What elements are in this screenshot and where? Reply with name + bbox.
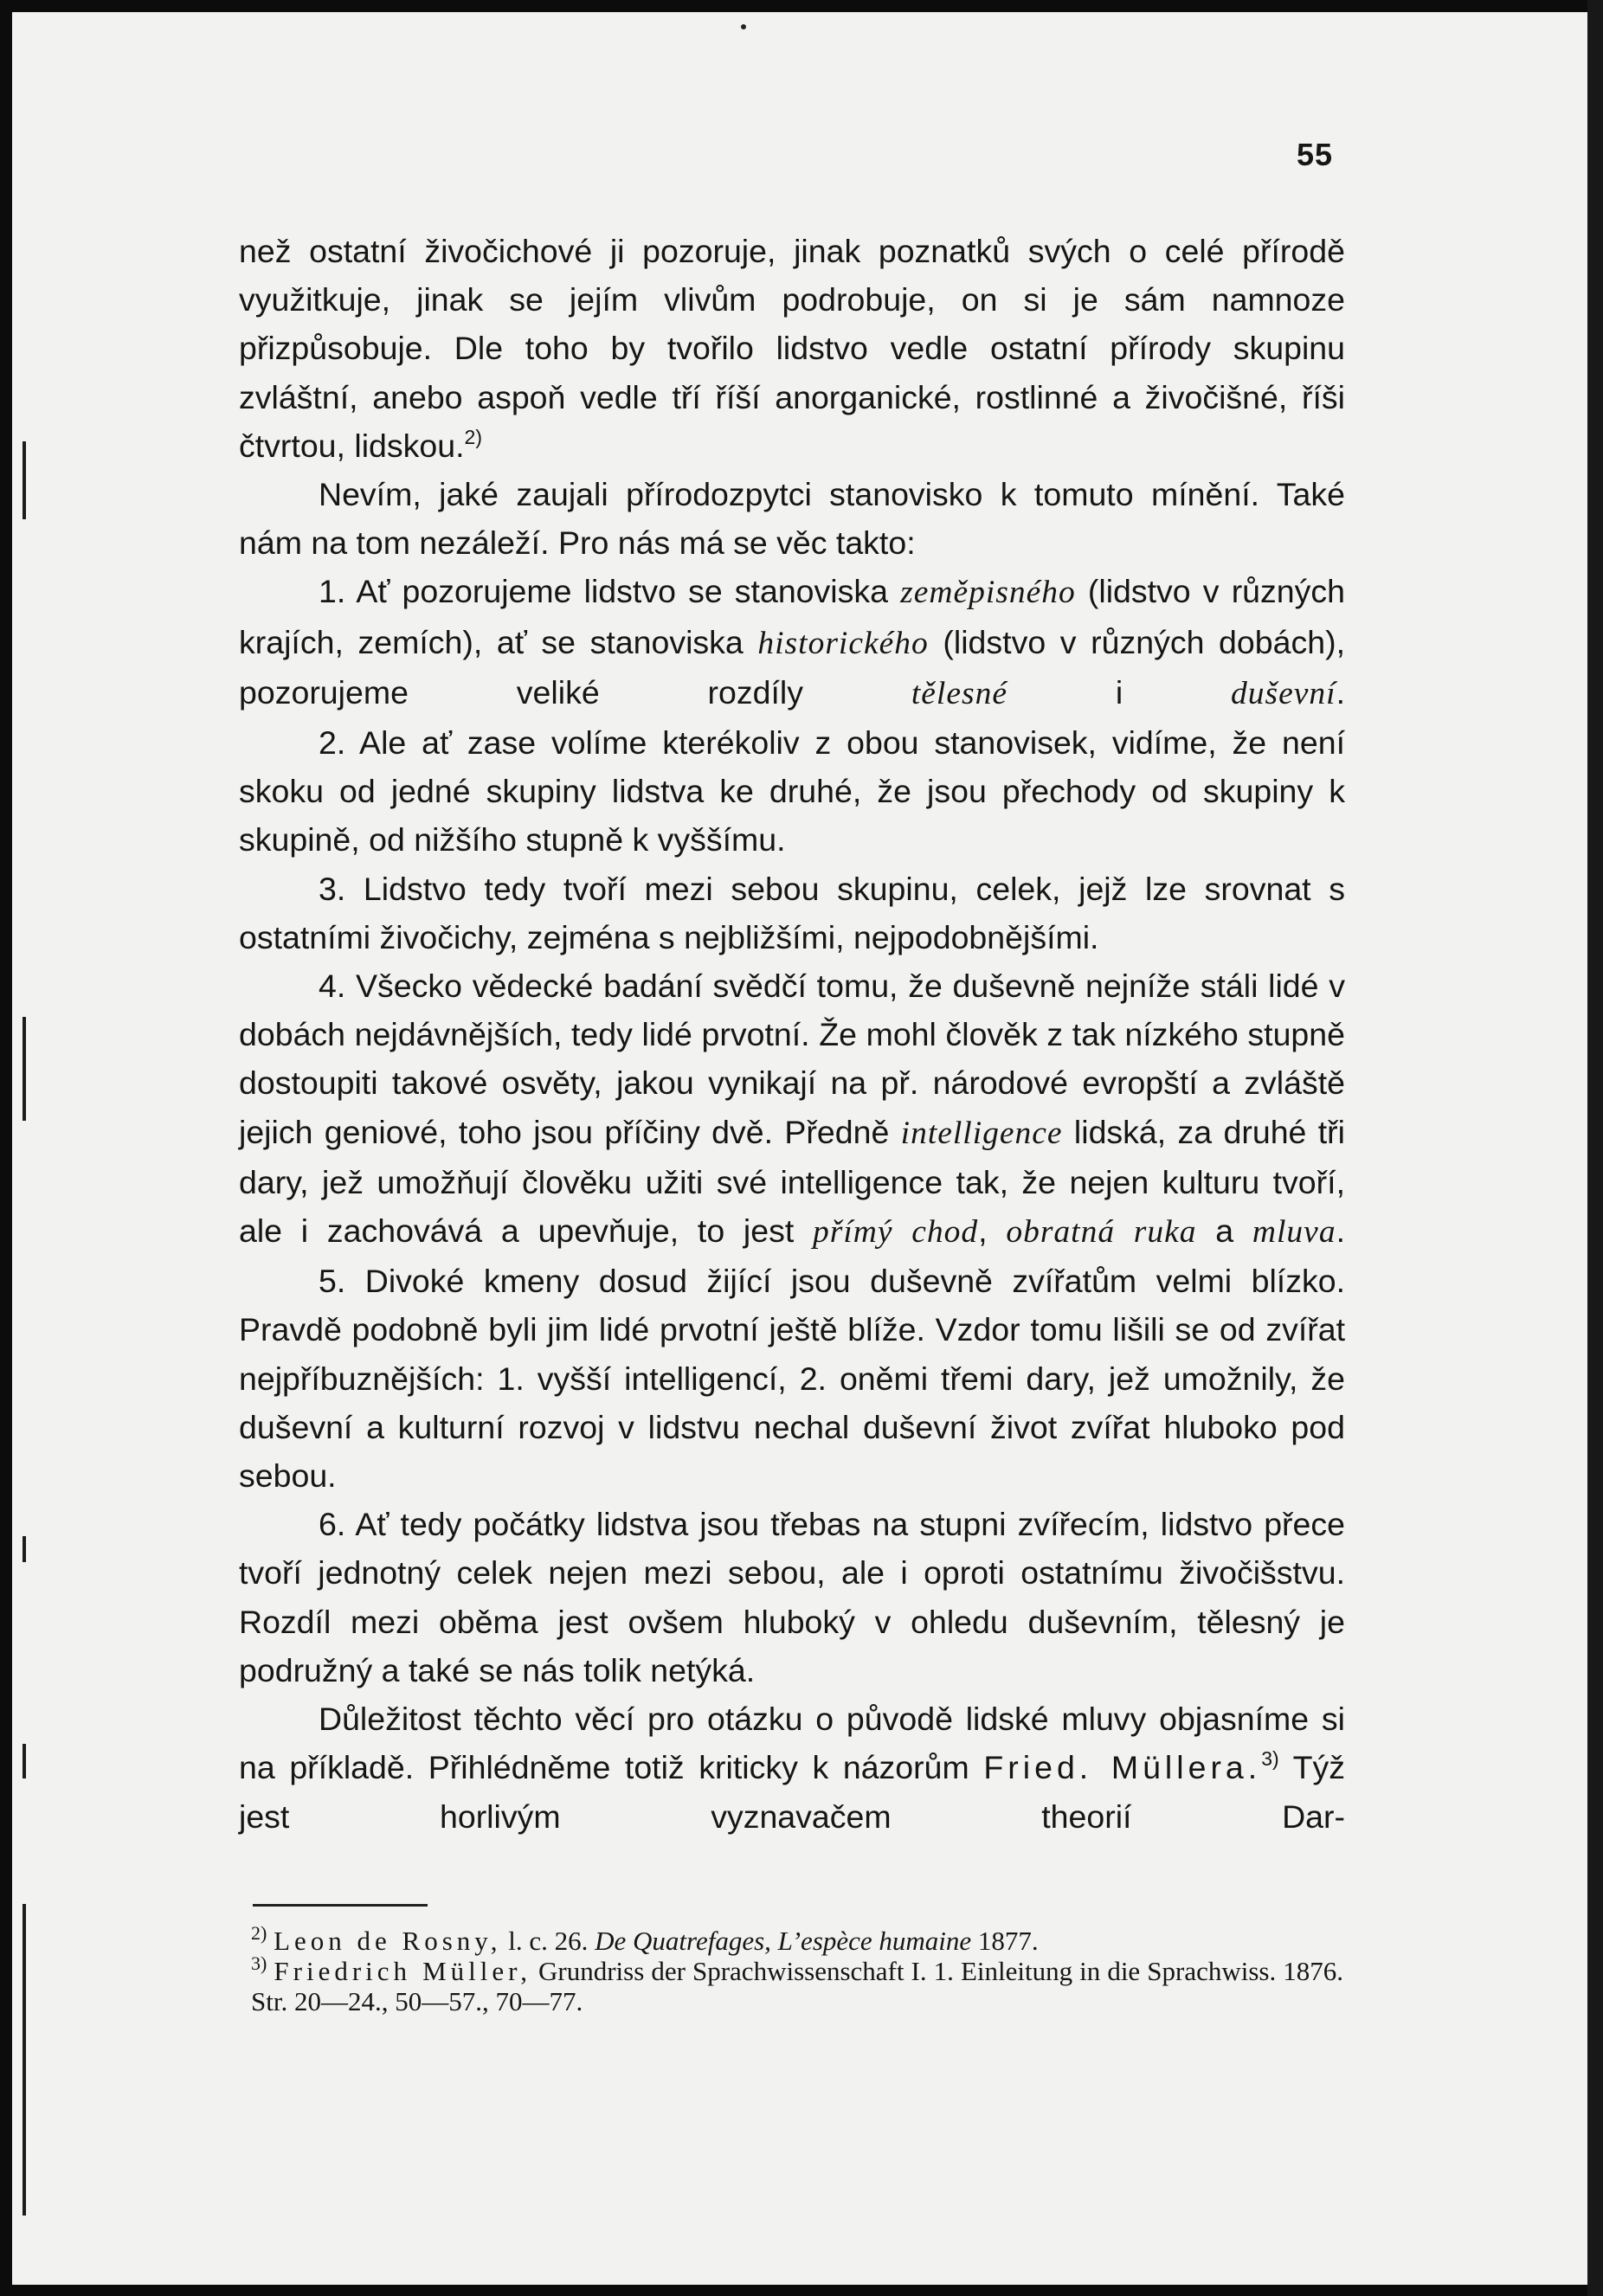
scan-border-left [0,0,12,2296]
margin-mark [23,1536,26,1562]
spaced-name: Fried. Müllera. [983,1749,1262,1786]
emphasis: přímý chod [813,1214,979,1251]
scan-border-right [1587,0,1603,2296]
emphasis: mluva [1252,1214,1336,1251]
footnote-ref: 2) [464,425,482,448]
paragraph: 2. Ale ať zase volíme kterékoliv z obou stanovisek, vidíme, že není skoku od jedné skupiny lidstva ke druhé, že jsou přechody od skupiny k skupině, od nižšího stupně k vyššímu. [239,724,1345,859]
scan-border-top [0,0,1603,12]
footnotes [251,1922,1344,2016]
paragraph: Důležitost těchto věcí pro otázku o původě lidské mluvy objasníme si na příkladě. Přihlédněme totiž kriticky k názorům Fried. Müllera.$^{3)}$ Týž jest horlivým vyznavačem theorií Dar- [239,1701,1345,1835]
paragraph: 3. Lidstvo tedy tvoří mezi sebou skupinu, celek, jejž lze srovnat s ostatními živočichy, zejména s nejbližšími, nejpodobnějšími. [239,870,1345,955]
paragraph: Nevím, jaké zaujali přírodozpytci stanovisko k tomuto mínění. Také nám na tom nezáleží. Pro nás má se věc takto: [239,476,1345,562]
paragraph: 5. Divoké kmeny dosud žijící jsou duševně zvířatům velmi blízko. Pravdě podobně byli jim lidé prvotní ještě blíže. Vzdor tomu lišili se od zvířat nejpříbuznějších: 1. vyšší intelligencí, 2. oněmi třemi dary, jež umožnily, že duševní a kulturní rozvoj v lidstvu nechal duševní život zvířat hluboko pod sebou. [239,1263,1345,1495]
paragraph: 4. Všecko vědecké badání svědčí tomu, že duševně nejníže stáli lidé v dobách nejdávnějších, tedy lidé prvotní. Že mohl člověk z tak nízkého stupně dostoupiti takové osvěty, jakou vynikají na př. národové evropští a zvláště jejich geniové, toho jsou příčiny dvě. Předně intelligence lidská, za druhé tři dary, jež umožňují člověku užiti své intelligence tak, že nejen kulturu tvoří, ale i zachovává a upevňuje, to jest přímý chod, obratná ruka a mluva. [239,968,1345,1251]
emphasis: intelligence [900,1115,1063,1151]
scan-border-bottom [0,2285,1603,2296]
margin-mark [23,1904,26,2216]
emphasis: zeměpisného [900,575,1076,611]
paragraph: než ostatní živočichové ji pozoruje, jinak poznatků svých o celé přírodě využitkuje, jinak se jejím vlivům podrobuje, on si je sám namnoze přizpůsobuje. Dle toho by tvořilo lidstvo vedle ostatní přírody skupinu zvláštní, anebo aspoň vedle tří říší anorganické, rostlinné a živočišné, říši čtvrtou, lidskou.$^{2)}$ [239,233,1345,464]
paragraph: 6. Ať tedy počátky lidstva jsou třebas na stupni zvířecím, lidstvo přece tvoří jednotný celek nejen mezi sebou, ale i oproti ostatnímu živočišstvu. Rozdíl mezi oběma jest ovšem hluboký v ohledu duševním, tělesný je podružný a také se nás tolik netýká. [239,1506,1345,1688]
footnote-rule [253,1904,428,1907]
emphasis: tělesné [911,675,1008,711]
emphasis: duševní [1231,675,1336,711]
emphasis: obratná ruka [1006,1214,1197,1251]
page-number: 55 [1296,137,1333,172]
margin-mark [23,1017,26,1121]
footnote-2: $^{2)}$ Leon de Rosny, l. c. 26. De Quatrefages, L’espèce humaine 1877. [251,1922,1039,1956]
body-text [239,227,1345,1841]
scan-speck [741,24,746,29]
paragraph: 1. Ať pozorujeme lidstvo se stanoviska zeměpisného (lidstvo v různých krajích, zemích), ať se stanoviska historického (lidstvo v různých dobách), pozorujeme veliké rozdíly tělesné i duševní. [239,573,1345,711]
footnote-ref: 3) [1261,1747,1279,1771]
margin-mark [23,441,26,519]
margin-mark [23,1744,26,1778]
emphasis: historického [757,625,929,661]
footnote-3: $^{3)}$ Friedrich Müller, Grundriss der Sprachwissenschaft I. 1. Einleitung in die Sprachwiss. 1876. Str. 20—24., 50—57., 70—77. [251,1952,1344,2016]
